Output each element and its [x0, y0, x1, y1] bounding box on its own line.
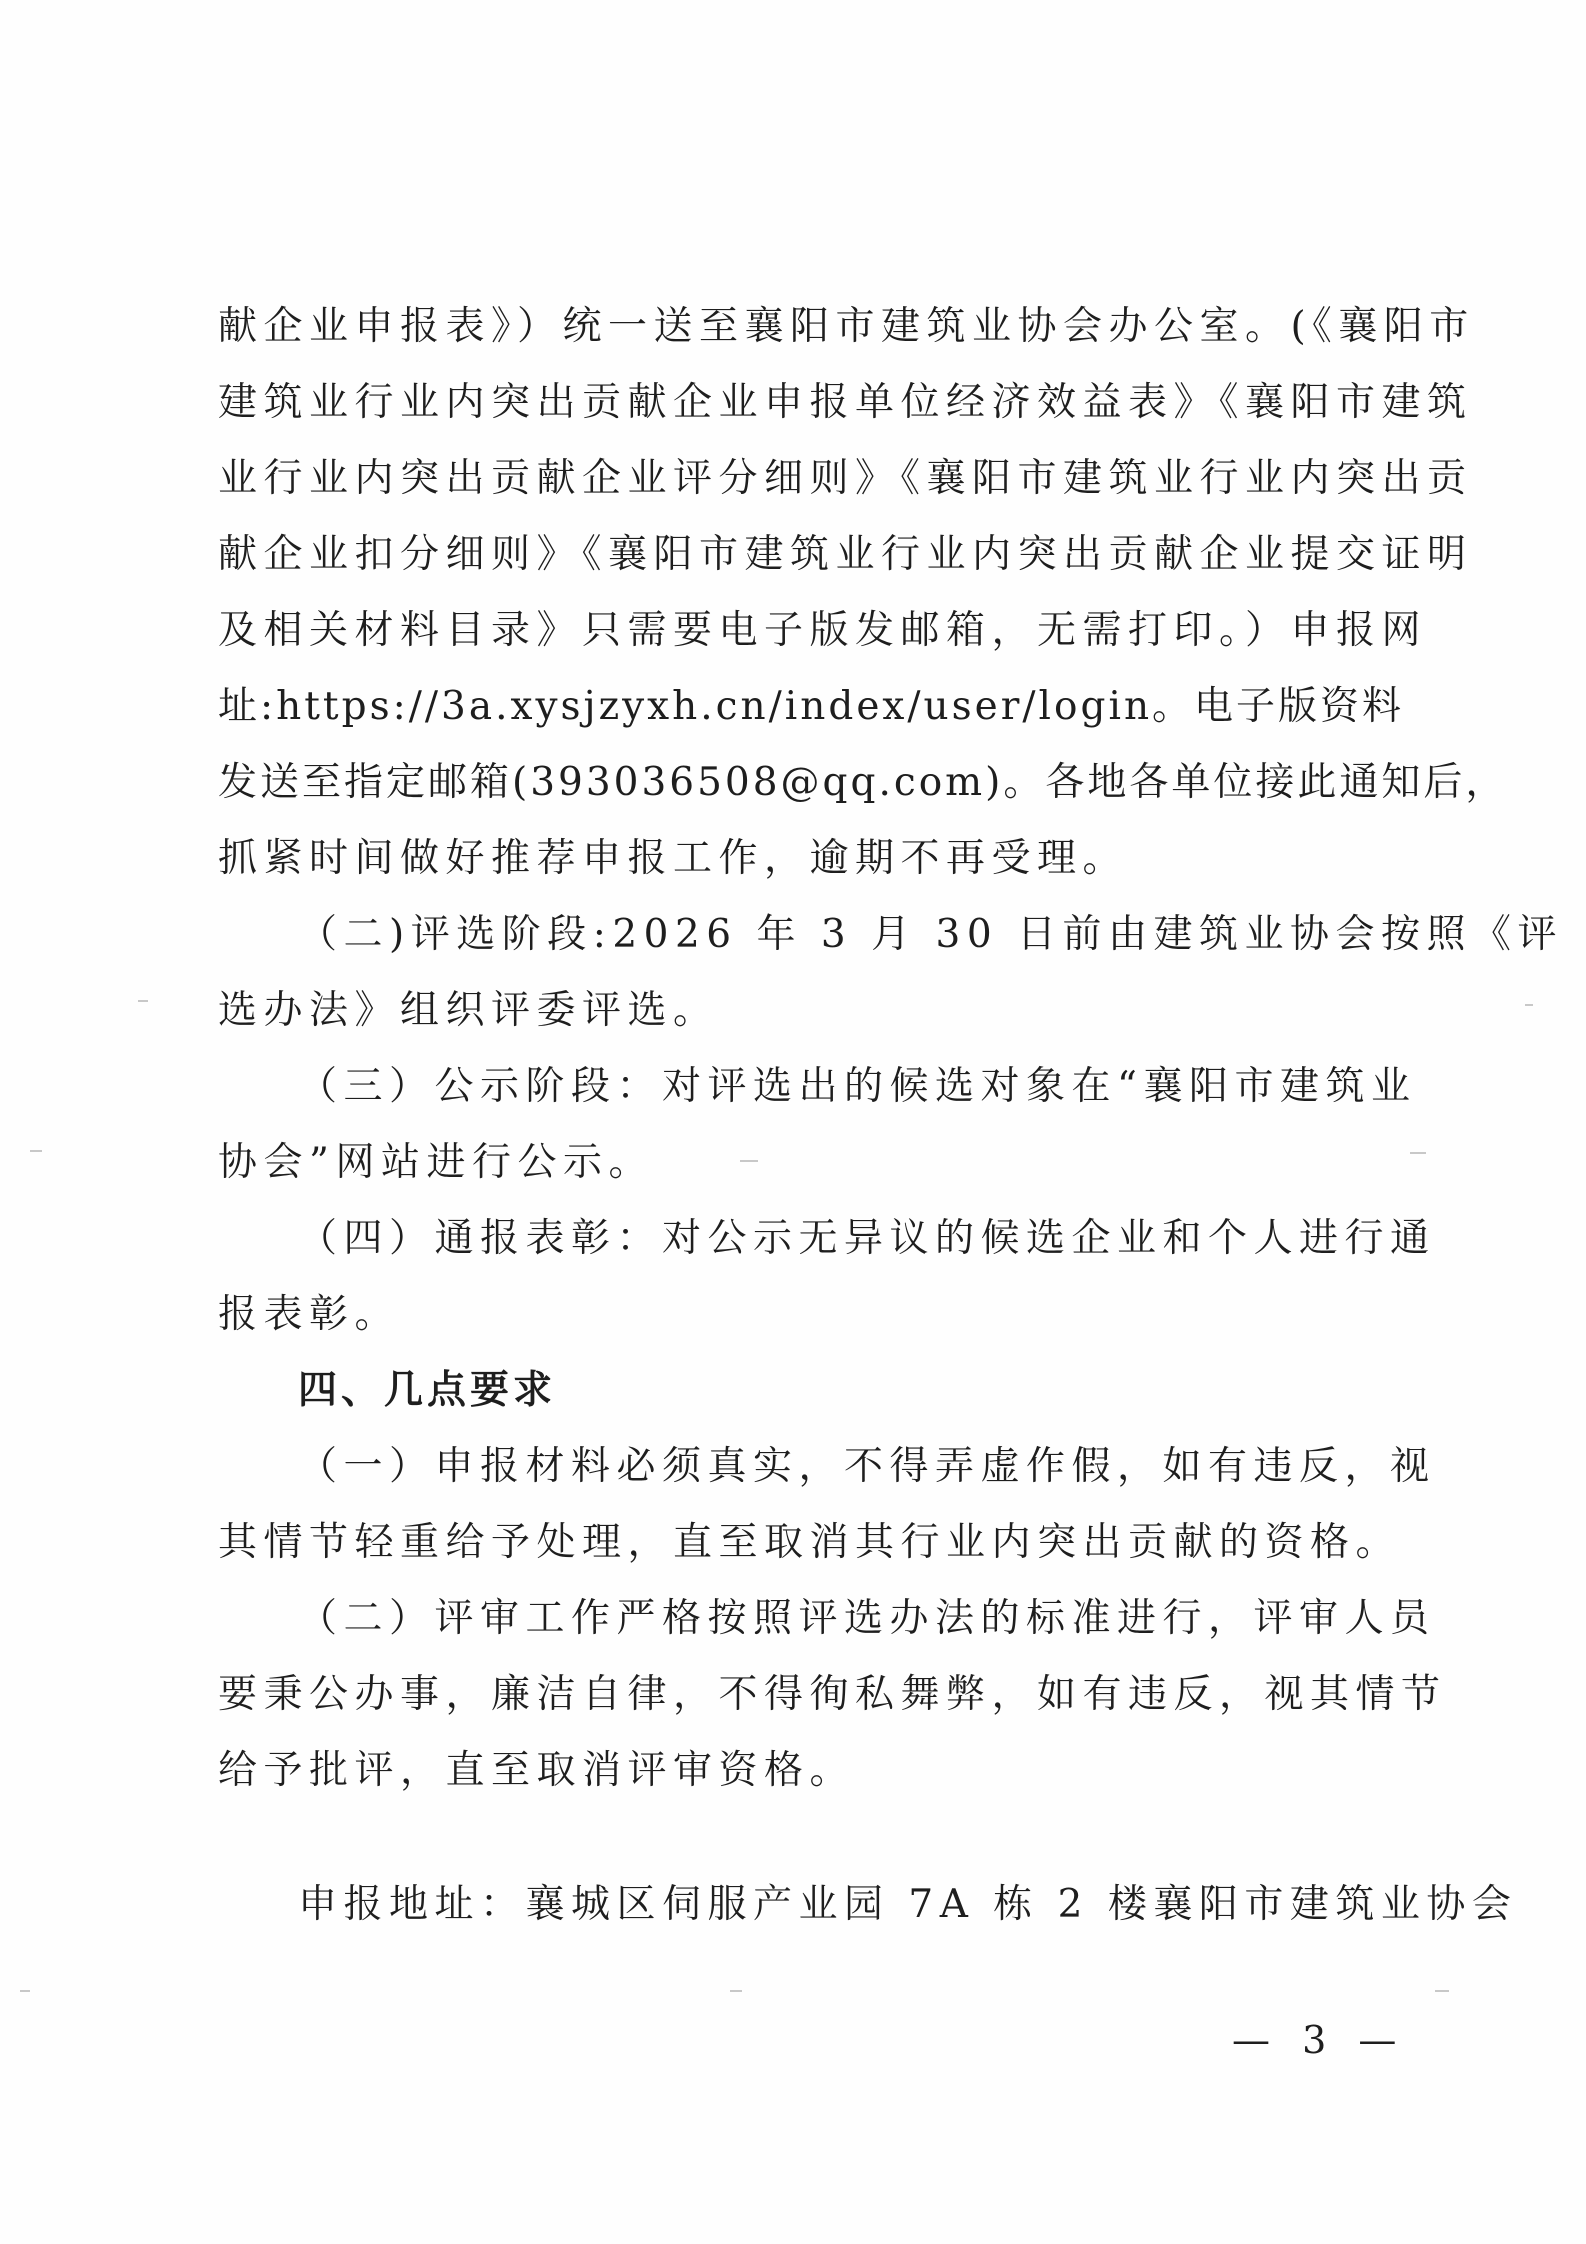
paragraph-line: 献企业申报表》）统一送至襄阳市建筑业协会办公室。(《襄阳市: [218, 304, 1475, 349]
paragraph-line: 其情节轻重给予处理，直至取消其行业内突出贡献的资格。: [218, 1520, 1402, 1565]
scan-speck: [30, 1150, 42, 1152]
application-address: 申报地址：襄城区伺服产业园 7A 栋 2 楼襄阳市建筑业协会: [298, 1882, 1518, 1927]
paragraph-line: 址:https://3a.xysjzyxh.cn/index/user/login。电子版资料: [218, 684, 1405, 729]
scan-speck: [20, 1990, 30, 1992]
section-item-evaluation: （二)评选阶段:2026 年 3 月 30 日前由建筑业协会按照《评: [298, 912, 1564, 957]
paragraph-line: 给予批评，直至取消评审资格。: [218, 1748, 856, 1793]
scan-speck: [1525, 1004, 1533, 1006]
paragraph-line: 抓紧时间做好推荐申报工作，逾期不再受理。: [218, 836, 1129, 881]
section-item-commendation: （四）通报表彰：对公示无异议的候选企业和个人进行通: [298, 1216, 1436, 1261]
page-number: — 3 —: [1232, 2018, 1407, 2062]
scan-speck: [138, 1000, 148, 1002]
requirement-item-2: （二）评审工作严格按照评选办法的标准进行，评审人员: [298, 1596, 1436, 1641]
section-heading: 四、几点要求: [298, 1368, 557, 1413]
paragraph-line: 报表彰。: [218, 1292, 401, 1337]
paragraph-line: 选办法》组织评委评选。: [218, 988, 719, 1033]
requirement-item-1: （一）申报材料必须真实，不得弄虚作假，如有违反，视: [298, 1444, 1436, 1489]
scan-speck: [1410, 1152, 1426, 1154]
scan-speck: [740, 1160, 758, 1162]
scan-speck: [1435, 1990, 1449, 1992]
paragraph-line: 及相关材料目录》只需要电子版发邮箱，无需打印。）申报网: [218, 608, 1428, 653]
paragraph-line: 建筑业行业内突出贡献企业申报单位经济效益表》《襄阳市建筑: [218, 380, 1473, 425]
paragraph-line: 发送至指定邮箱(393036508@qq.com)。各地各单位接此通知后，: [218, 760, 1508, 805]
section-item-publicity: （三）公示阶段：对评选出的候选对象在“襄阳市建筑业: [298, 1064, 1417, 1109]
paragraph-line: 协会”网站进行公示。: [218, 1140, 654, 1185]
paragraph-line: 献企业扣分细则》《襄阳市建筑业行业内突出贡献企业提交证明: [218, 532, 1473, 577]
paragraph-line: 要秉公办事，廉洁自律，不得徇私舞弊，如有违反，视其情节: [218, 1672, 1447, 1717]
paragraph-line: 业行业内突出贡献企业评分细则》《襄阳市建筑业行业内突出贡: [218, 456, 1473, 501]
scan-speck: [730, 1990, 742, 1992]
